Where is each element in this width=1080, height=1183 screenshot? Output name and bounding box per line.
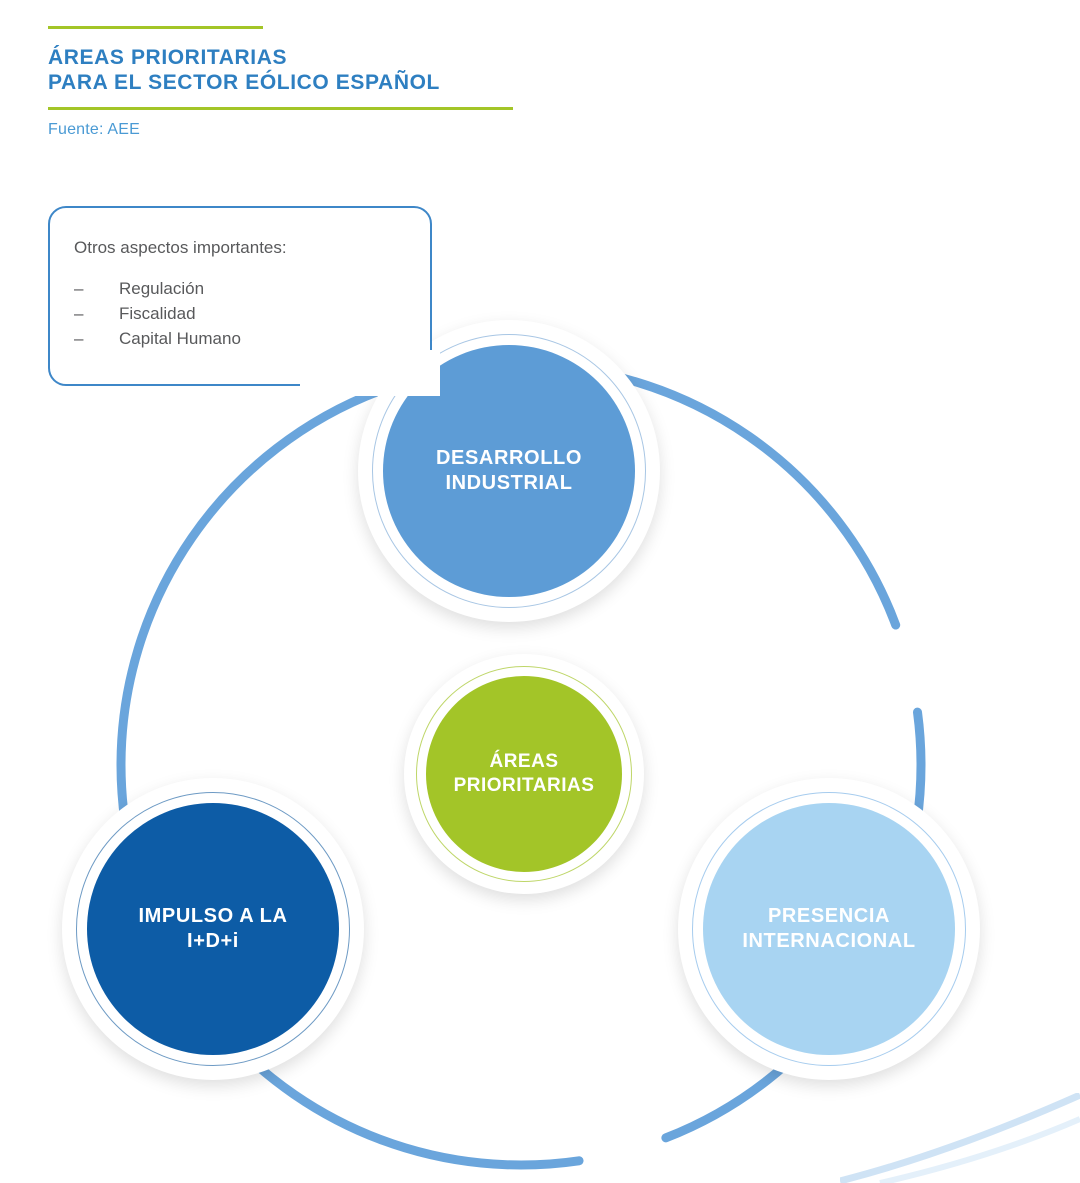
- list-item-label: Fiscalidad: [119, 304, 196, 323]
- list-item-label: Capital Humano: [119, 329, 241, 348]
- node-presencia-internacional: [678, 778, 980, 1080]
- node-disc: [87, 803, 339, 1055]
- node-label-line-2: INDUSTRIAL: [445, 472, 573, 494]
- corner-swoosh-decoration: [840, 1093, 1080, 1183]
- center-label-line-1: ÁREAS: [489, 751, 559, 773]
- node-label-line-2: INTERNACIONAL: [742, 930, 916, 952]
- node-disc: [703, 803, 955, 1055]
- list-item: [74, 276, 241, 301]
- node-impulso-idi: [62, 778, 364, 1080]
- source-label: Fuente: AEE: [48, 121, 141, 138]
- list-item: [74, 301, 241, 326]
- node-label-line-1: PRESENCIA: [767, 905, 891, 927]
- page-title-line-2: PARA EL SECTOR EÓLICO ESPAÑOL: [48, 71, 440, 94]
- callout-title: Otros aspectos importantes:: [74, 238, 287, 257]
- center-label-line-2: PRIORITARIAS: [453, 775, 595, 796]
- node-disc: [426, 676, 622, 872]
- page-title-line-1: ÁREAS PRIORITARIAS: [48, 46, 288, 69]
- node-label-line-1: IMPULSO A LA: [138, 905, 288, 927]
- bullet-dash-icon: –: [74, 279, 84, 298]
- node-label-line-1: DESARROLLO: [436, 447, 582, 469]
- callout-open-edge: [300, 350, 440, 396]
- node-label-line-2: I+D+i: [187, 930, 239, 952]
- bullet-dash-icon: –: [74, 329, 84, 348]
- node-areas-prioritarias: [404, 654, 644, 894]
- list-item-label: Regulación: [119, 279, 205, 298]
- list-item: [74, 326, 241, 351]
- bullet-dash-icon: –: [74, 304, 84, 323]
- callout-list: [74, 276, 241, 351]
